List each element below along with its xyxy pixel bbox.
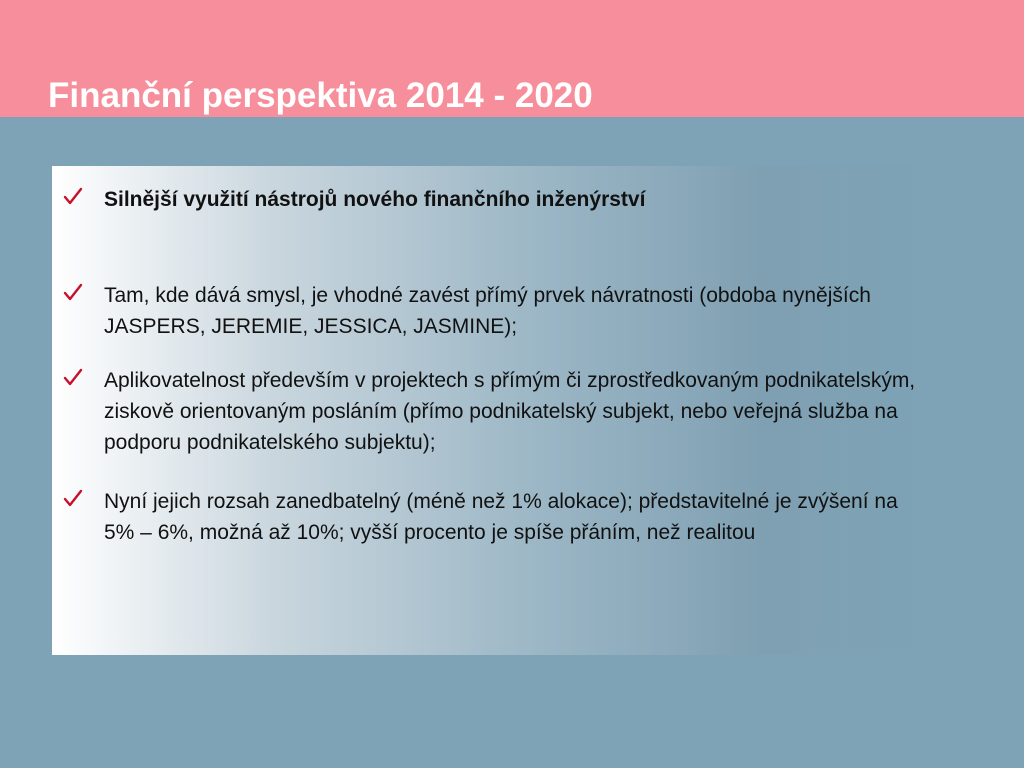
- check-icon: [62, 281, 84, 303]
- content-box: [52, 166, 942, 655]
- check-icon: [62, 487, 84, 509]
- check-icon: [62, 366, 84, 388]
- slide-title: Finanční perspektiva 2014 - 2020: [48, 76, 593, 115]
- bullet-text: Silnější využití nástrojů nového finančního inženýrství: [104, 188, 646, 211]
- check-icon: [62, 185, 84, 207]
- bullet-text: Aplikovatelnost především v projektech s přímým či zprostředkovaným podnikatelským, ziskově orientovaným posláním (přímo podnikatelský subjekt, nebo veřejná služba na podporu podnikatelského subjektu);: [104, 369, 916, 454]
- bullet-text: Tam, kde dává smysl, je vhodné zavést přímý prvek návratnosti (obdoba nynějších JASPERS, JEREMIE, JESSICA, JASMINE);: [104, 284, 871, 338]
- bullet-text: Nyní jejich rozsah zanedbatelný (méně než 1% alokace); představitelné je zvýšení na 5% – 6%, možná až 10%; vyšší procento je spíše přáním, než realitou: [104, 490, 898, 544]
